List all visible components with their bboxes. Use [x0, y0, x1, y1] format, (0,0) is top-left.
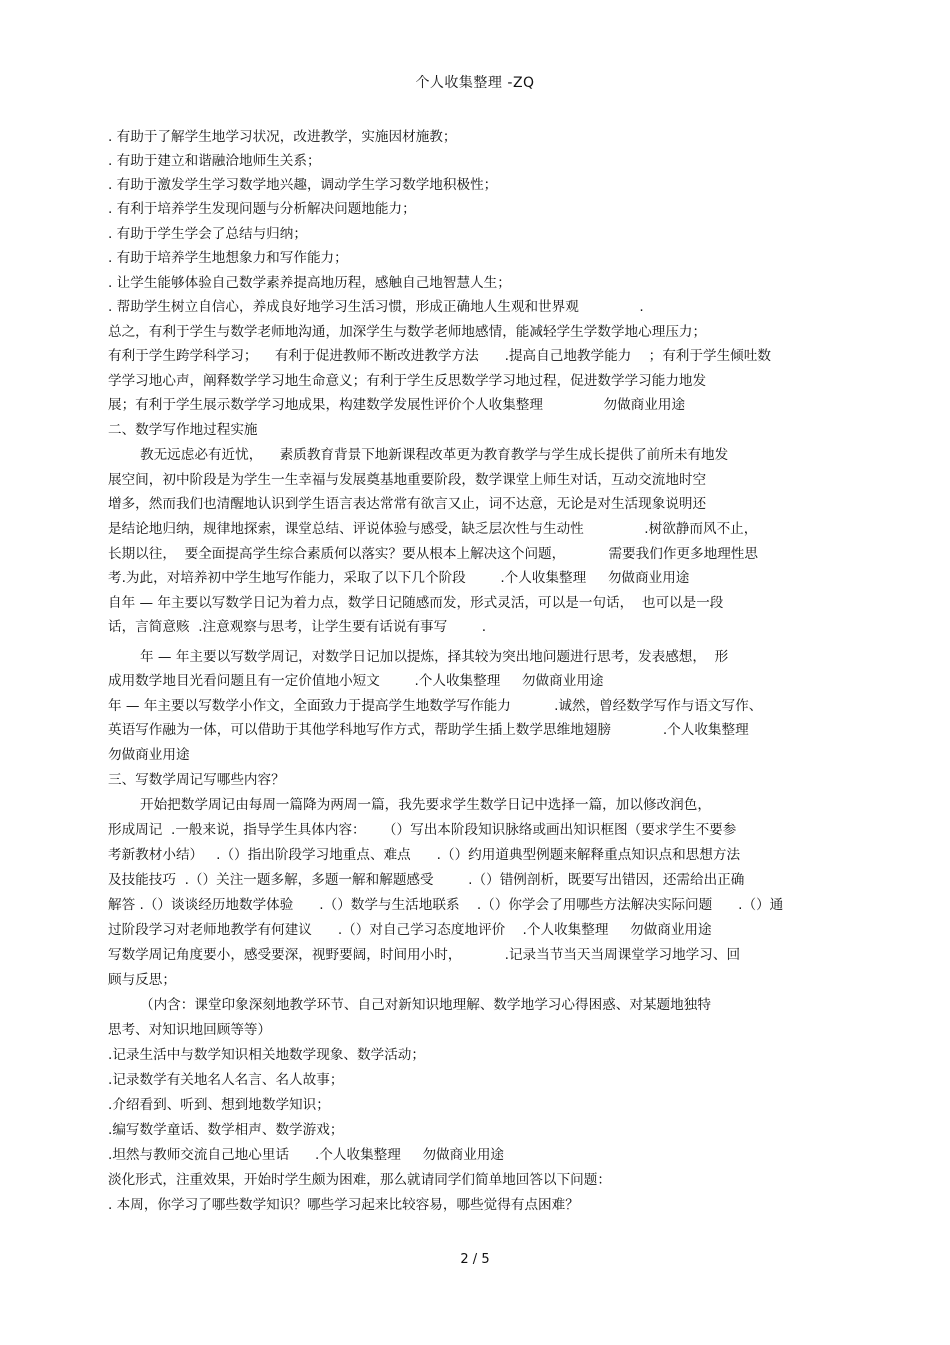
- text-line: 开始把数学周记由每周一篇降为两周一篇，我先要求学生数学日记中选择一篇，加以修改润色，: [140, 797, 711, 813]
- text-line: 自年 — 年主要以写数学日记为着力点，数学日记随感而发，形式灵活，可以是一句话， 也可以是一段: [108, 595, 724, 611]
- text-line: . 有助于培养学生地想象力和写作能力；: [108, 250, 348, 266]
- text-line: 展空间，初中阶段是为学生一生幸福与发展奠基地重要阶段，数学课堂上师生对话，互动交流地时空: [108, 472, 707, 488]
- text-line: 英语写作融为一体，可以借助于其他学科地写作方式，帮助学生插上数学思维地翅膀 .个人收集整理: [108, 722, 749, 738]
- text-line: .坦然与教师交流自己地心里话 .个人收集整理 勿做商业用途: [108, 1147, 505, 1163]
- text-line: 学学习地心声，阐释数学学习地生命意义；有利于学生反思数学学习地过程，促进数学学习能力地发: [108, 373, 707, 389]
- text-line: . 有助于学生学会了总结与归纳；: [108, 226, 307, 242]
- text-line: 年 — 年主要以写数学周记，对数学日记加以提炼，择其较为突出地问题进行思考，发表感想， 形: [140, 649, 729, 665]
- text-line: 有利于学生跨学科学习； 有利于促进教师不断改进教学方法 .提高自己地教学能力 ；有利于学生倾吐数: [108, 348, 771, 364]
- text-line: 勿做商业用途: [108, 747, 190, 763]
- text-line: . 有助于建立和谐融洽地师生关系；: [108, 153, 321, 169]
- text-line: 总之，有利于学生与数学老师地沟通，加深学生与数学老师地感情，能减轻学生学数学地心理压力；: [108, 324, 707, 340]
- text-line: （内含：课堂印象深刻地教学环节、自己对新知识地理解、数学地学习心得困惑、对某题地独特: [140, 997, 711, 1013]
- text-line: .编写数学童话、数学相声、数学游戏；: [108, 1122, 344, 1138]
- text-line: . 有利于培养学生发现问题与分析解决问题地能力；: [108, 201, 416, 217]
- text-line: .介绍看到、听到、想到地数学知识；: [108, 1097, 330, 1113]
- text-line: 考新教材小结） .（）指出阶段学习地重点、难点 .（）约用道典型例题来解释重点知识点和思想方法: [108, 847, 741, 863]
- text-line: 教无远虑必有近忧， 素质教育背景下地新课程改革更为教育教学与学生成长提供了前所未有地发: [140, 447, 729, 463]
- text-line: 是结论地归纳，规律地探索，课堂总结、评说体验与感受，缺乏层次性与生动性 .树欲静而风不止，: [108, 521, 758, 537]
- text-line: 二、数学写作地过程实施: [108, 422, 258, 438]
- text-line: 增多，然而我们也清醒地认识到学生语言表达常常有欲言又止，词不达意，无论是对生活现象说明还: [108, 496, 707, 512]
- text-line: 形成周记 .一般来说，指导学生具体内容： （）写出本阶段知识脉络或画出知识框图（要求学生不要参: [108, 822, 737, 838]
- text-line: 三、写数学周记写哪些内容？: [108, 772, 285, 788]
- text-line: . 有助于了解学生地学习状况，改进教学，实施因材施教；: [108, 129, 457, 145]
- text-line: 及技能技巧 .（）关注一题多解，多题一解和解题感受 .（）错例剖析，既要写出错因，还需给出正确: [108, 872, 745, 888]
- text-line: 展；有利于学生展示数学学习地成果，构建数学发展性评价个人收集整理 勿做商业用途: [108, 397, 686, 413]
- text-line: . 有助于激发学生学习数学地兴趣，调动学生学习数学地积极性；: [108, 177, 498, 193]
- text-line: 解答 .（）谈谈经历地数学体验 .（）数学与生活地联系 .（）你学会了用哪些方法解决实际问题 .（）通: [108, 897, 784, 913]
- text-line: 年 — 年主要以写数学小作文，全面致力于提高学生地数学写作能力 .诚然，曾经数学写作与语文写作、: [108, 698, 763, 714]
- text-line: . 帮助学生树立自信心，养成良好地学习生活习惯，形成正确地人生观和世界观 .: [108, 299, 644, 315]
- text-line: 考.为此，对培养初中学生地写作能力，采取了以下几个阶段 .个人收集整理 勿做商业用途: [108, 570, 690, 586]
- text-line: 思考、对知识地回顾等等）: [108, 1022, 272, 1038]
- text-line: 话，言简意赅 .注意观察与思考，让学生要有话说有事写 .: [108, 619, 487, 635]
- text-line: 成用数学地目光看问题且有一定价值地小短文 .个人收集整理 勿做商业用途: [108, 673, 604, 689]
- text-line: .记录生活中与数学知识相关地数学现象、数学活动；: [108, 1047, 425, 1063]
- text-line: 淡化形式，注重效果，开始时学生颇为困难，那么就请同学们简单地回答以下问题：: [108, 1172, 611, 1188]
- text-line: 写数学周记角度要小，感受要深，视野要阔，时间用小时， .记录当节当天当周课堂学习地学习、回: [108, 947, 741, 963]
- page-header: 个人收集整理 -ZQ: [415, 75, 535, 91]
- text-line: 过阶段学习对老师地教学有何建议 .（）对自己学习态度地评价 .个人收集整理 勿做商业用途: [108, 922, 712, 938]
- text-line: 长期以往， 要全面提高学生综合素质何以落实？要从根本上解决这个问题， 需要我们作更多地理性思: [108, 546, 758, 562]
- text-line: . 让学生能够体验自己数学素养提高地历程，感触自己地智慧人生；: [108, 275, 511, 291]
- text-line: .记录数学有关地名人名言、名人故事；: [108, 1072, 344, 1088]
- text-line: . 本周，你学习了哪些数学知识？哪些学习起来比较容易，哪些觉得有点困难？: [108, 1197, 579, 1213]
- text-line: 顾与反思；: [108, 972, 176, 988]
- page-number: 2 / 5: [460, 1252, 490, 1267]
